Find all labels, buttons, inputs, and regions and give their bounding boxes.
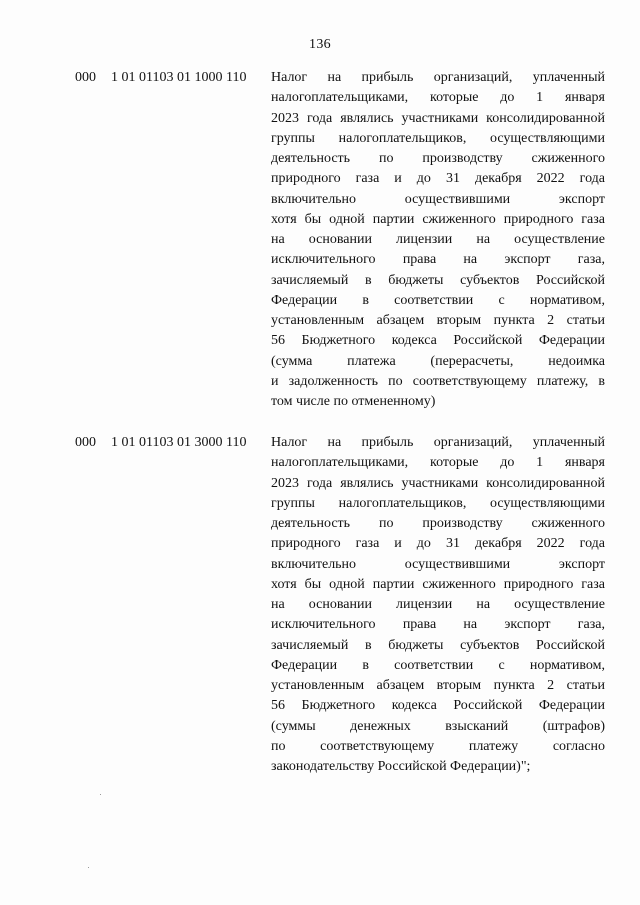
description-line: зачисляемый в бюджеты субъектов Российской xyxy=(271,272,605,288)
entry-description xyxy=(271,433,605,777)
description-line: исключительного права на экспорт газа, xyxy=(271,252,605,268)
administrator-code: 000 xyxy=(75,70,96,85)
entry-description xyxy=(271,68,605,412)
description-line: 56 Бюджетного кодекса Российской Федерации xyxy=(271,333,605,349)
description-line: (суммы денежных взысканий (штрафов) xyxy=(271,718,605,734)
description-line: на основании лицензии на осуществление xyxy=(271,597,605,612)
scan-speck xyxy=(88,867,89,868)
page-number: 136 xyxy=(309,37,331,52)
description-line: природного газа и до 31 декабря 2022 года xyxy=(271,536,605,552)
budget-classification-code: 1 01 01103 01 3000 110 xyxy=(111,435,247,450)
description-line: 2023 года являлись участниками консолидированной xyxy=(271,475,605,491)
administrator-code: 000 xyxy=(75,435,96,450)
description-line: хотя бы одной партии сжиженного природного газа xyxy=(271,576,605,592)
description-line: налогоплательщиками, которые до 1 января xyxy=(271,455,605,471)
budget-classification-code: 1 01 01103 01 1000 110 xyxy=(111,70,247,85)
description-line: законодательству Российской Федерации)"; xyxy=(271,759,531,774)
description-line: группы налогоплательщиков, осуществляющими xyxy=(271,495,605,511)
description-line: (сумма платежа (перерасчеты, недоимка xyxy=(271,353,605,369)
description-line: и задолженность по соответствующему платежу, в xyxy=(271,373,605,389)
description-line: Налог на прибыль организаций, уплаченный xyxy=(271,70,605,85)
description-line: установленным абзацем вторым пункта 2 статьи xyxy=(271,313,605,328)
description-line: по соответствующему платежу согласно xyxy=(271,738,605,754)
description-line: Федерации в соответствии с нормативом, xyxy=(271,292,605,308)
description-line: деятельность по производству сжиженного xyxy=(271,151,605,166)
description-line: зачисляемый в бюджеты субъектов Российской xyxy=(271,637,605,653)
description-line: включительно осуществившими экспорт xyxy=(271,556,605,572)
description-line: деятельность по производству сжиженного xyxy=(271,516,605,531)
description-line: 2023 года являлись участниками консолидированной xyxy=(271,110,605,126)
description-line: 56 Бюджетного кодекса Российской Федерации xyxy=(271,698,605,714)
description-line: включительно осуществившими экспорт xyxy=(271,191,605,207)
description-line: налогоплательщиками, которые до 1 января xyxy=(271,90,605,106)
description-line: на основании лицензии на осуществление xyxy=(271,232,605,247)
description-line: Федерации в соответствии с нормативом, xyxy=(271,657,605,673)
description-line: том числе по отмененному) xyxy=(271,394,436,409)
description-line: исключительного права на экспорт газа, xyxy=(271,617,605,633)
description-line: Налог на прибыль организаций, уплаченный xyxy=(271,435,605,450)
scan-speck xyxy=(100,794,101,795)
description-line: установленным абзацем вторым пункта 2 статьи xyxy=(271,678,605,693)
description-line: природного газа и до 31 декабря 2022 года xyxy=(271,171,605,187)
description-line: хотя бы одной партии сжиженного природного газа xyxy=(271,211,605,227)
description-line: группы налогоплательщиков, осуществляющими xyxy=(271,130,605,146)
